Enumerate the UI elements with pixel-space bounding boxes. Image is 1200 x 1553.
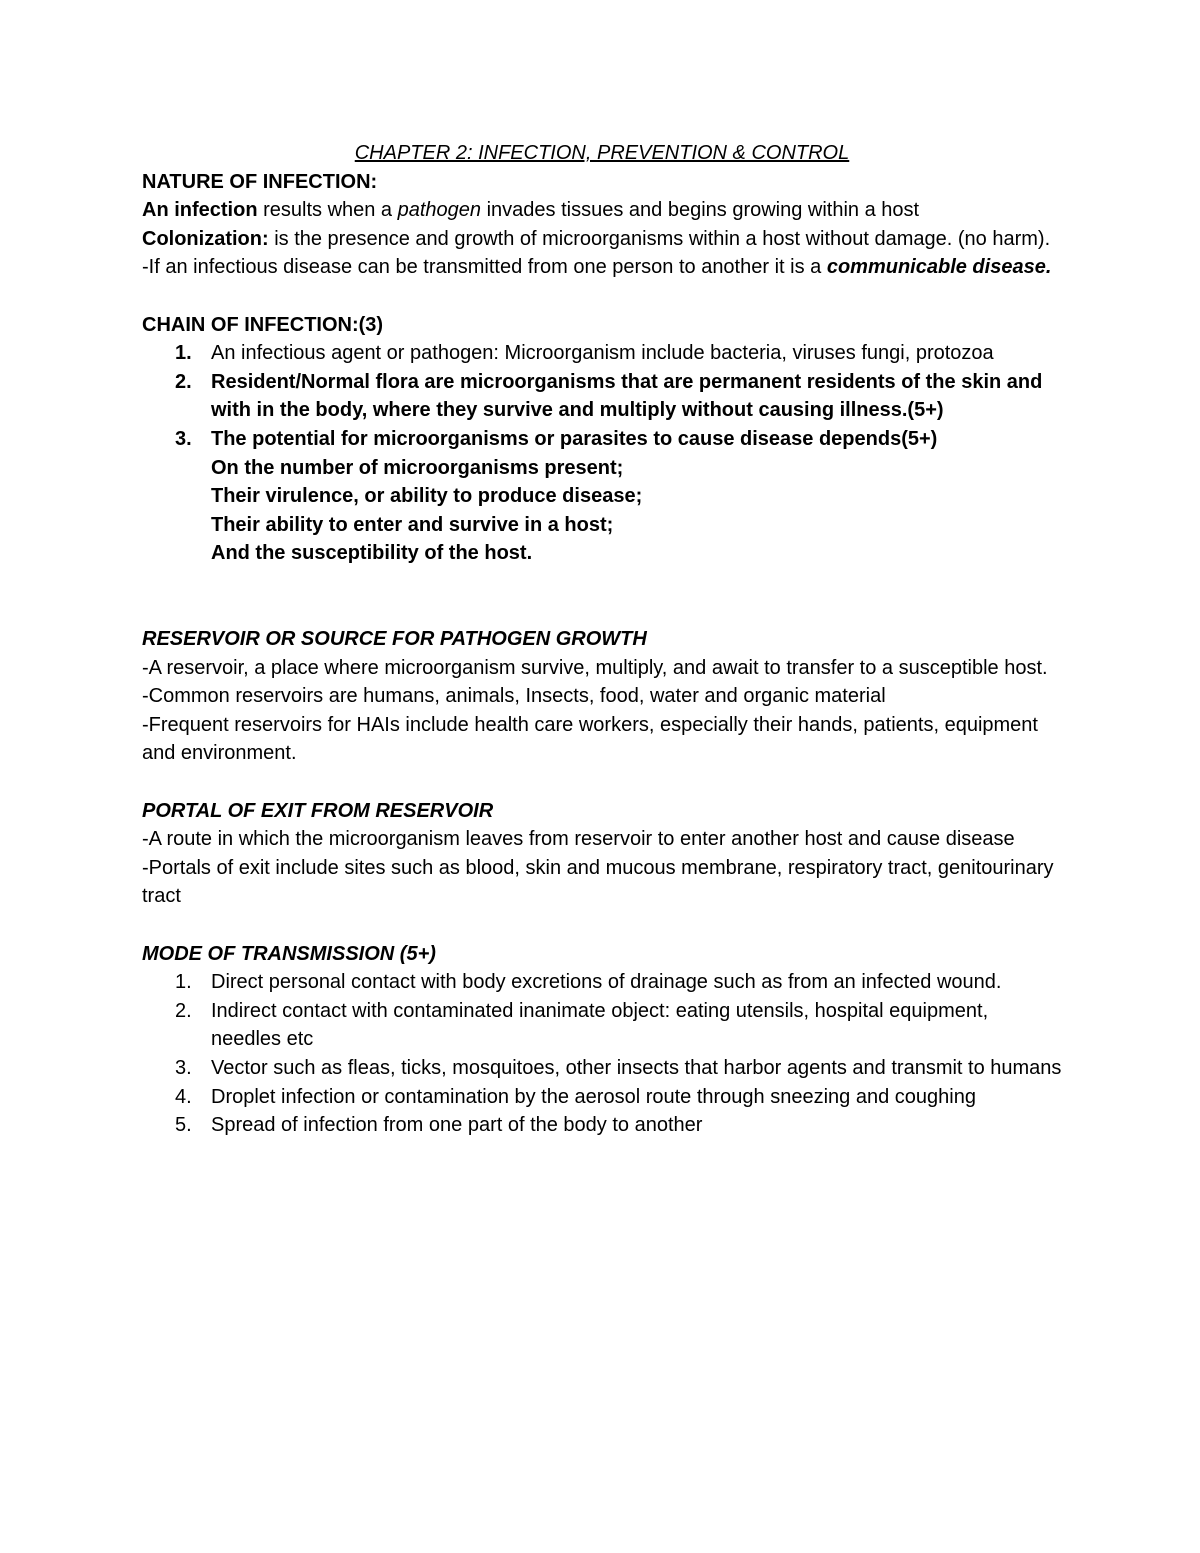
- reservoir-section: [142, 625, 1062, 768]
- infection-text-1: results when a: [257, 199, 398, 222]
- spacer: [142, 768, 1062, 797]
- list-number: 1.: [175, 971, 192, 994]
- colonization-term: Colonization:: [142, 227, 269, 250]
- mode-heading: MODE OF TRANSMISSION (5+): [142, 942, 436, 965]
- list-text: Indirect contact with contaminated inanimate object: eating utensils, hospital equipment, needles etc: [211, 999, 989, 1051]
- infection-term: An infection: [142, 199, 258, 222]
- mode-list: [142, 968, 1062, 1140]
- sub-line: Their ability to enter and survive in a host;: [211, 513, 614, 536]
- list-item: [142, 997, 1062, 1054]
- communicable-text: -If an infectious disease can be transmitted from one person to another it is a: [142, 256, 827, 279]
- chain-section: [142, 311, 1062, 568]
- list-text: Droplet infection or contamination by the aerosol route through sneezing and coughing: [211, 1085, 976, 1108]
- list-item: [142, 339, 1062, 368]
- list-item: [142, 1111, 1062, 1140]
- list-item: [142, 1083, 1062, 1112]
- list-text: Spread of infection from one part of the body to another: [211, 1114, 703, 1137]
- infection-pathogen: pathogen: [397, 199, 482, 222]
- infection-text-2: invades tissues and begins growing within a host: [481, 199, 920, 222]
- reservoir-line: -Common reservoirs are humans, animals, Insects, food, water and organic material: [142, 685, 886, 708]
- list-text: Vector such as fleas, ticks, mosquitoes, other insects that harbor agents and transmit to humans: [211, 1057, 1062, 1079]
- list-item: [142, 968, 1062, 997]
- list-number: 3.: [175, 1057, 192, 1079]
- list-number: 1.: [175, 342, 192, 365]
- communicable-definition: [142, 253, 1062, 282]
- list-item: [142, 425, 1062, 568]
- sub-line: Their virulence, or ability to produce disease;: [211, 485, 643, 508]
- list-text: The potential for microorganisms or parasites to cause disease depends(5+): [211, 427, 938, 450]
- list-item: [142, 1054, 1062, 1083]
- chain-heading: CHAIN OF INFECTION:(3): [142, 313, 384, 336]
- chain-list: [142, 339, 1062, 568]
- list-number: 3.: [175, 427, 192, 450]
- nature-section: [142, 168, 1062, 282]
- spacer: [142, 911, 1062, 940]
- reservoir-line: -A reservoir, a place where microorganism survive, multiply, and await to transfer to a susceptible host.: [142, 656, 1048, 679]
- list-number: 4.: [175, 1085, 192, 1108]
- list-number: 2.: [175, 999, 192, 1022]
- list-text: An infectious agent or pathogen: Microorganism include bacteria, viruses fungi, protozoa: [211, 342, 994, 365]
- list-text: Direct personal contact with body excretions of drainage such as from an infected wound.: [211, 971, 1002, 994]
- infection-definition: [142, 196, 1062, 225]
- spacer: [142, 282, 1062, 311]
- list-number: 2.: [175, 370, 192, 393]
- reservoir-heading: RESERVOIR OR SOURCE FOR PATHOGEN GROWTH: [142, 628, 647, 651]
- reservoir-line: -Frequent reservoirs for HAIs include health care workers, especially their hands, patients, equipment and environment.: [142, 713, 1038, 765]
- document-page: [142, 139, 1062, 1140]
- list-text: Resident/Normal flora are microorganisms that are permanent residents of the skin and with in the body, where they survive and multiply without causing illness.(5+): [211, 370, 1043, 422]
- portal-line: -A route in which the microorganism leaves from reservoir to enter another host and cause disease: [142, 828, 1015, 851]
- page-title: CHAPTER 2: INFECTION, PREVENTION & CONTROL: [354, 142, 850, 164]
- list-number: 5.: [175, 1114, 192, 1137]
- colonization-text: is the presence and growth of microorganisms within a host without damage. (no harm).: [268, 227, 1051, 250]
- sub-line: And the susceptibility of the host.: [211, 542, 533, 565]
- colonization-definition: [142, 225, 1062, 254]
- portal-section: [142, 797, 1062, 911]
- spacer: [142, 568, 1062, 625]
- list-item: [142, 368, 1062, 425]
- portal-heading: PORTAL OF EXIT FROM RESERVOIR: [142, 799, 494, 822]
- communicable-term: communicable disease.: [826, 256, 1052, 279]
- mode-section: [142, 940, 1062, 1140]
- sub-line: On the number of microorganisms present;: [211, 456, 624, 479]
- portal-line: -Portals of exit include sites such as blood, skin and mucous membrane, respiratory tract, genitourinary tract: [142, 856, 1054, 908]
- nature-heading: NATURE OF INFECTION:: [142, 170, 378, 193]
